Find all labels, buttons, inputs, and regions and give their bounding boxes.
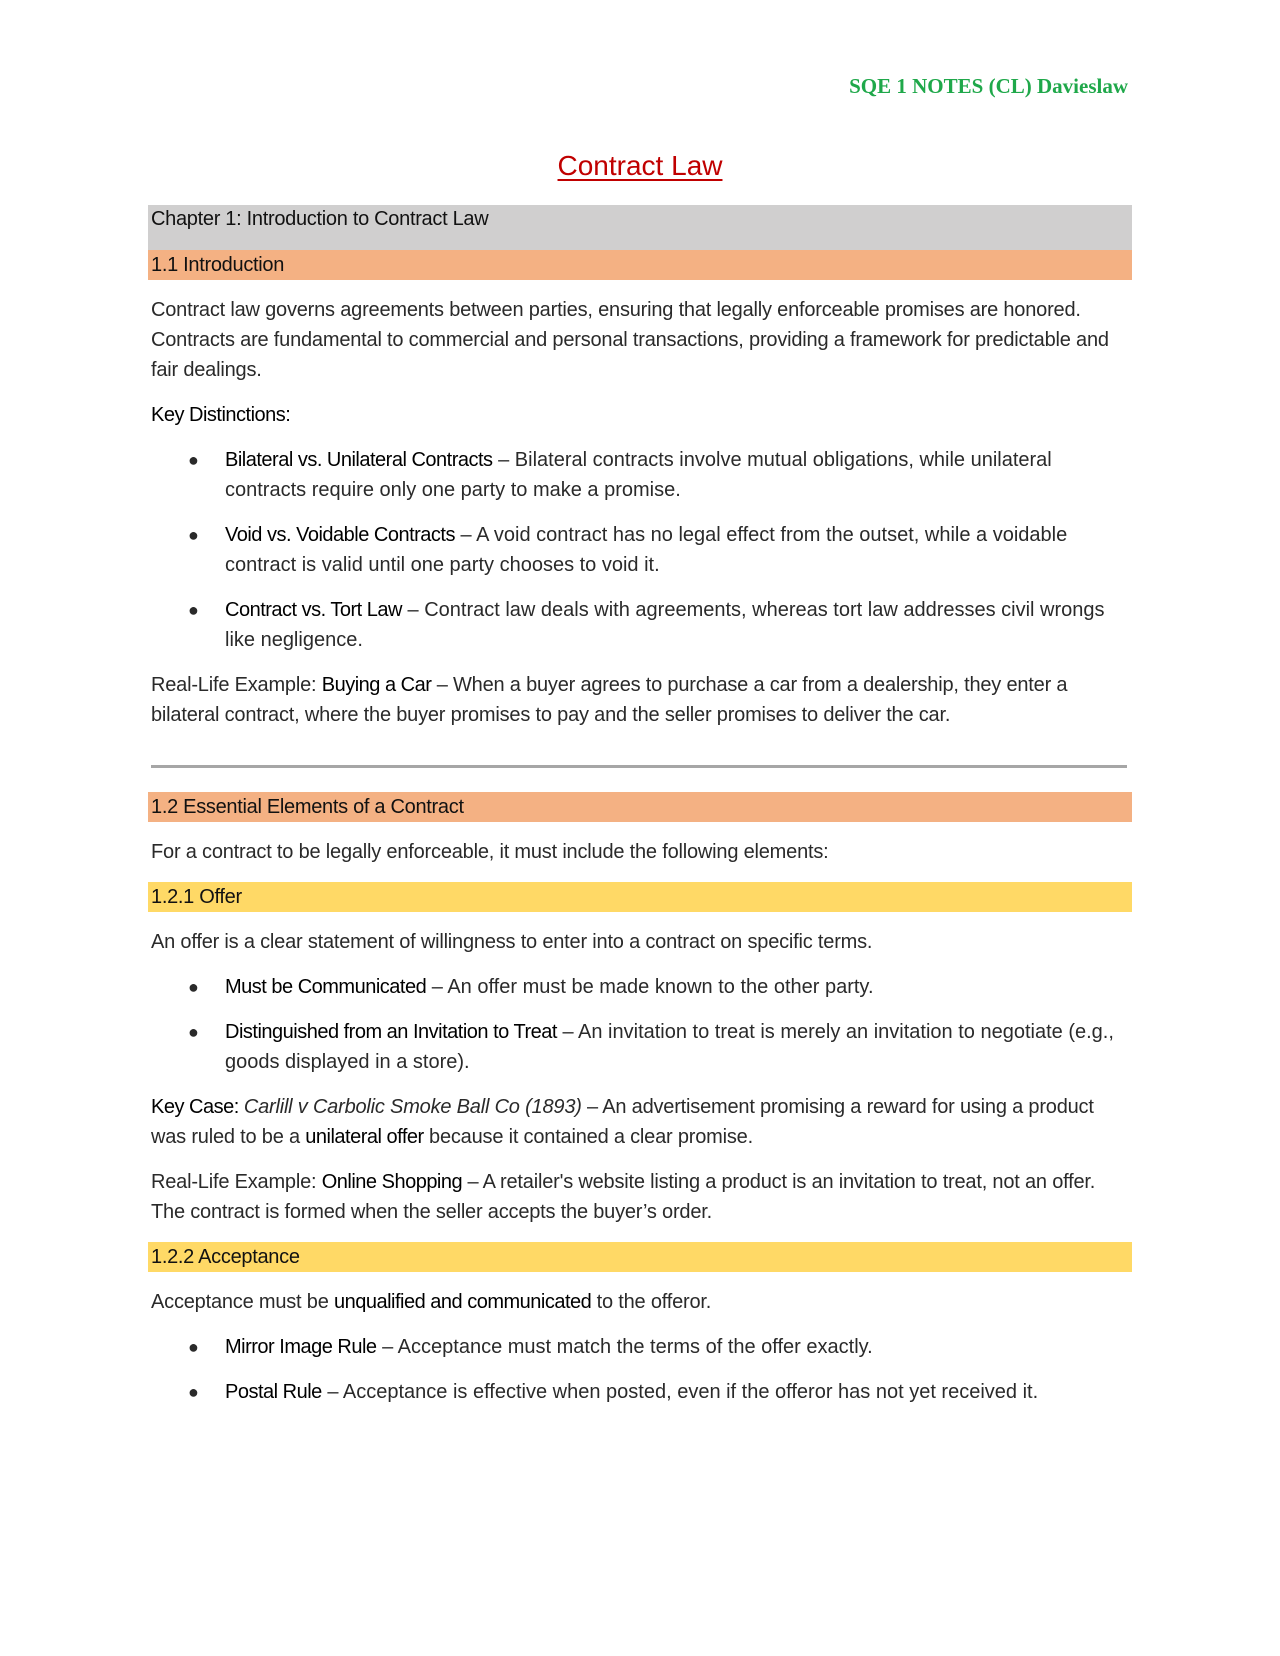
key-case-paragraph: Key Case: Carlill v Carbolic Smoke Ball Co (1893) – An advertisement promising a reward for using a product was ruled to be a unilateral offer because it contained a clear promise. <box>151 1096 1094 1148</box>
list-item: ● Bilateral vs. Unilateral Contracts – Bilateral contracts involve mutual obligations, while unilateral contracts require only one party to make a promise. <box>148 445 1132 505</box>
acceptance-list <box>148 1332 1132 1407</box>
list-item: ● Postal Rule – Acceptance is effective when posted, even if the offeror has not yet received it. <box>148 1377 1132 1407</box>
bullet-icon: ● <box>188 600 199 620</box>
section-heading-1-2-1: 1.2.1 Offer <box>148 882 1132 912</box>
offer-list <box>148 972 1132 1077</box>
section-heading-1-2: 1.2 Essential Elements of a Contract <box>148 792 1132 822</box>
example-paragraph: Real-Life Example: Buying a Car – When a buyer agrees to purchase a car from a dealership, they enter a bilateral contract, where the buyer promises to pay and the seller promises to deliver the car. <box>151 674 1068 726</box>
bullet-icon: ● <box>188 450 199 470</box>
page-title: Contract Law <box>557 150 723 181</box>
list-item: ● Contract vs. Tort Law – Contract law deals with agreements, whereas tort law addresses civil wrongs like negligence. <box>148 595 1132 655</box>
distinctions-list <box>148 445 1132 655</box>
key-distinctions-label: Key Distinctions: <box>151 404 291 426</box>
bullet-icon: ● <box>188 1337 199 1357</box>
chapter-heading: Chapter 1: Introduction to Contract Law <box>148 205 1132 250</box>
page-header: SQE 1 NOTES (CL) Davieslaw <box>849 74 1128 98</box>
list-item: ● Void vs. Voidable Contracts – A void contract has no legal effect from the outset, while a voidable contract is valid until one party chooses to void it. <box>148 520 1132 580</box>
document-body <box>148 205 1132 1407</box>
bullet-icon: ● <box>188 1382 199 1402</box>
bullet-icon: ● <box>188 525 199 545</box>
intro-paragraph: Contract law governs agreements between parties, ensuring that legally enforceable promises are honored. Contracts are fundamental to commercial and personal transactions, providing a framework for predictable and fair dealings. <box>151 299 1109 381</box>
list-item: ● Mirror Image Rule – Acceptance must match the terms of the offer exactly. <box>148 1332 1132 1362</box>
offer-intro: An offer is a clear statement of willingness to enter into a contract on specific terms. <box>151 931 873 953</box>
list-item: ● Distinguished from an Invitation to Treat – An invitation to treat is merely an invitation to negotiate (e.g., goods displayed in a store). <box>148 1017 1132 1077</box>
elements-intro: For a contract to be legally enforceable, it must include the following elements: <box>151 841 829 863</box>
bullet-icon: ● <box>188 977 199 997</box>
section-heading-1-2-2: 1.2.2 Acceptance <box>148 1242 1132 1272</box>
acceptance-intro: Acceptance must be unqualified and communicated to the offeror. <box>151 1291 712 1313</box>
section-heading-1-1: 1.1 Introduction <box>148 250 1132 280</box>
list-item: ● Must be Communicated – An offer must be made known to the other party. <box>148 972 1132 1002</box>
bullet-icon: ● <box>188 1022 199 1042</box>
example-paragraph: Real-Life Example: Online Shopping – A retailer's website listing a product is an invitation to treat, not an offer. The contract is formed when the seller accepts the buyer’s order. <box>151 1171 1096 1223</box>
